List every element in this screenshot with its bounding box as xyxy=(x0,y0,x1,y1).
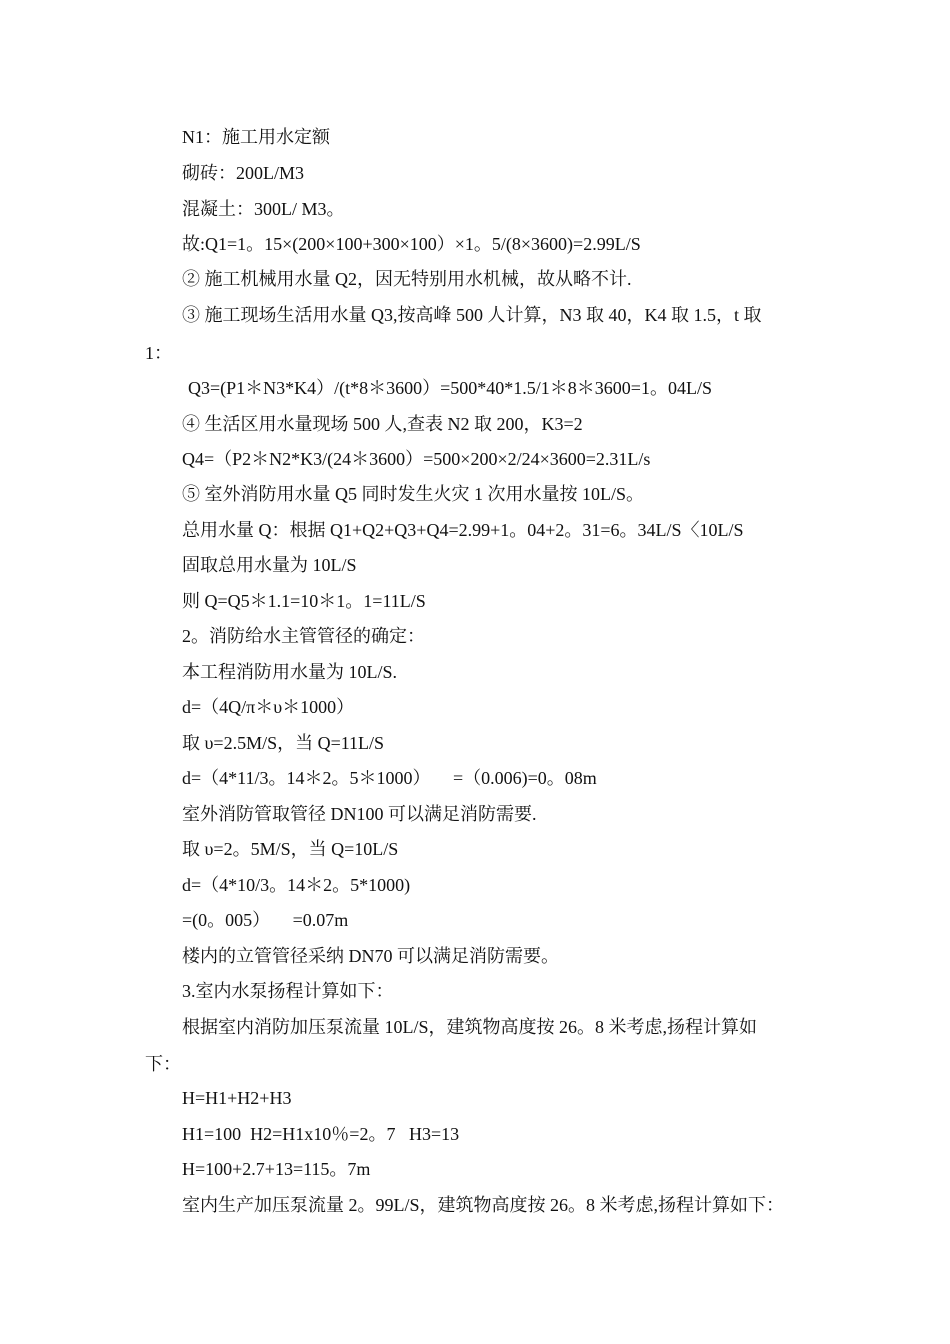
text-line: 3.室内水泵扬程计算如下： xyxy=(182,981,394,1001)
text-line: d=（4*10/3。14＊2。5*1000) xyxy=(182,875,411,895)
text-line: 固取总用水量为 10L/S xyxy=(182,555,357,575)
text-line: ② 施工机械用水量 Q2，因无特别用水机械，故从略不计. xyxy=(182,269,632,289)
text-line: =(0。005） =0.07m xyxy=(182,910,349,930)
text-line: ③ 施工现场生活用水量 Q3,按高峰 500 人计算，N3 取 40，K4 取 1.5，t 取 xyxy=(182,305,762,325)
text-line: 根据室内消防加压泵流量 10L/S，建筑物高度按 26。8 米考虑,扬程计算如 xyxy=(182,1017,758,1037)
text-line: Q4=（P2＊N2*K3/(24＊3600）=500×200×2/24×3600=2.31L/s xyxy=(182,449,651,469)
text-line: 楼内的立管管径采纳 DN70 可以满足消防需要。 xyxy=(182,946,559,966)
text-line: d=（4*11/3。14＊2。5＊1000） =（0.006)=0。08m xyxy=(182,768,597,788)
text-line: Q3=(P1＊N3*K4）/(t*8＊3600）=500*40*1.5/1＊8＊3600=1。04L/S xyxy=(188,378,712,398)
text-line: 取 υ=2。5M/S，当 Q=10L/S xyxy=(182,839,399,859)
text-line: 则 Q=Q5＊1.1=10＊1。1=11L/S xyxy=(182,591,426,611)
text-line: 本工程消防用水量为 10L/S. xyxy=(182,662,398,682)
text-line: 混凝土：300L/ M3。 xyxy=(182,199,345,219)
text-line: 室外消防管取管径 DN100 可以满足消防需要. xyxy=(182,804,537,824)
text-line: ⑤ 室外消防用水量 Q5 同时发生火灾 1 次用水量按 10L/S。 xyxy=(182,484,645,504)
text-line: 下： xyxy=(145,1054,181,1074)
text-line: 室内生产加压泵流量 2。99L/S，建筑物高度按 26。8 米考虑,扬程计算如下： xyxy=(182,1195,785,1215)
text-line: H=100+2.7+13=115。7m xyxy=(182,1159,371,1179)
text-line: ④ 生活区用水量现场 500 人,查表 N2 取 200，K3=2 xyxy=(182,414,583,434)
text-line: N1：施工用水定额 xyxy=(182,127,330,147)
text-line: 砌砖：200L/M3 xyxy=(182,163,305,183)
text-line: H1=100 H2=H1x10％=2。7 H3=13 xyxy=(182,1124,460,1144)
text-line: 1： xyxy=(145,343,172,363)
text-line: d=（4Q/π＊υ＊1000） xyxy=(182,697,355,717)
text-line: 取 υ=2.5M/S，当 Q=11L/S xyxy=(182,733,385,753)
text-line: H=H1+H2+H3 xyxy=(182,1088,292,1108)
text-line: 总用水量 Q：根据 Q1+Q2+Q3+Q4=2.99+1。04+2。31=6。34L/S〈10L/S xyxy=(182,520,744,540)
text-line: 故:Q1=1。15×(200×100+300×100）×1。5/(8×3600)=2.99L/S xyxy=(182,234,641,254)
text-line: 2。消防给水主管管径的确定： xyxy=(182,626,425,646)
